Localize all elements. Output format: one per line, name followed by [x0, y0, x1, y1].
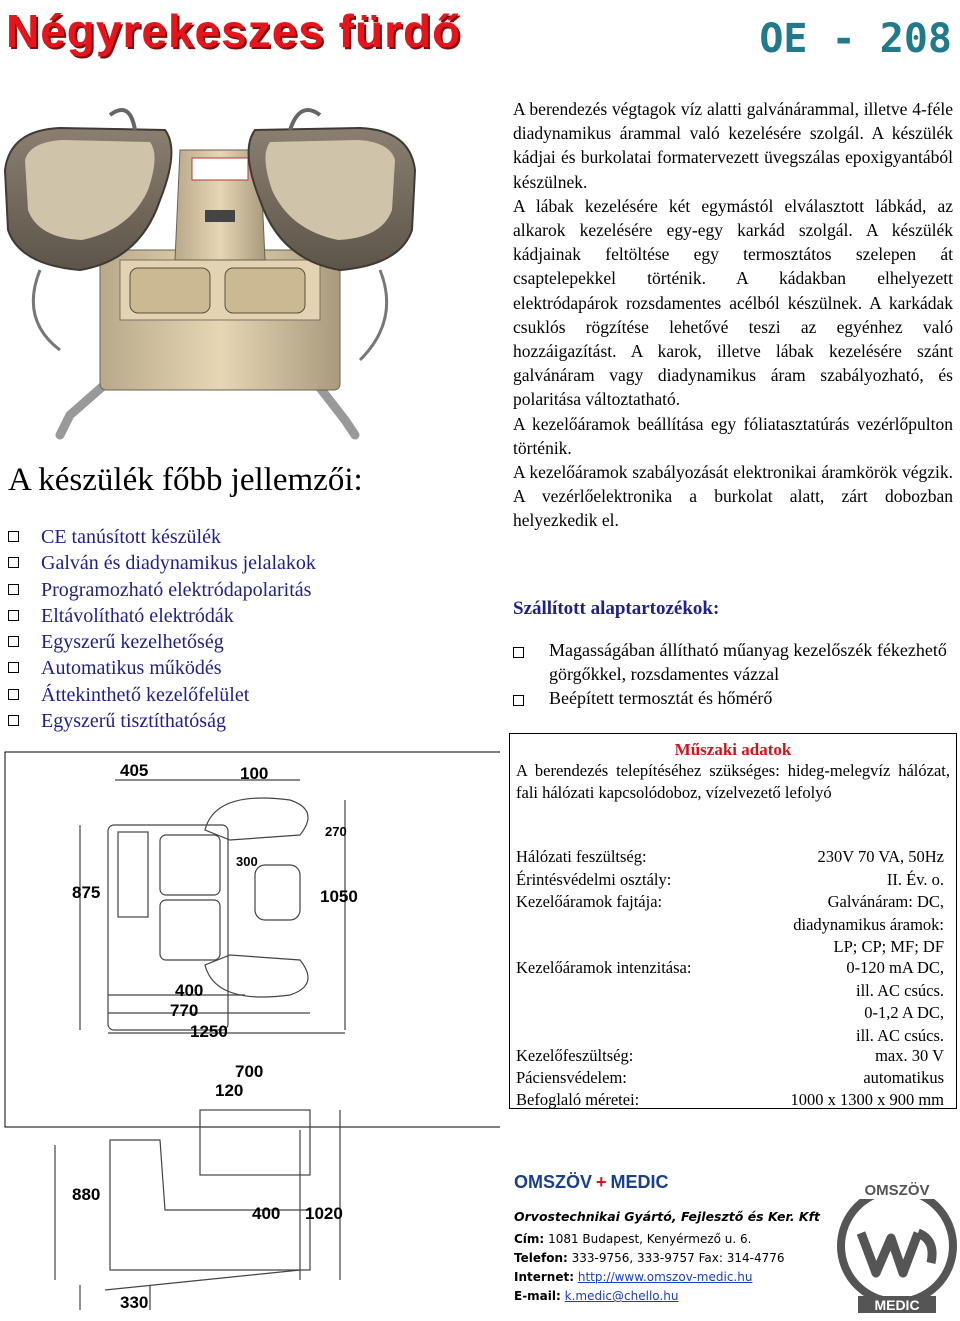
dimension-label: 1050 — [320, 887, 358, 906]
dimension-label: 700 — [235, 1062, 264, 1081]
product-code: OE - 208 — [759, 16, 952, 62]
feature-item: Automatikus működés — [8, 655, 316, 681]
description-paragraph: A kezelőáramok beállítása egy fóliatasztatúrás vezérlőpulton történik. — [513, 413, 953, 458]
checkbox-bullet-icon — [8, 689, 19, 700]
dimension-label: 1250 — [190, 1022, 228, 1041]
dimension-label: 880 — [72, 1185, 101, 1204]
spec-row: Kezelőfeszültség: max. 30 V — [516, 1046, 944, 1065]
website-link[interactable]: http://www.omszov-medic.hu — [577, 1270, 753, 1284]
dimension-label: 400 — [252, 1204, 281, 1223]
dimension-label: 270 — [325, 824, 347, 839]
feature-item: Egyszerű kezelhetőség — [8, 629, 316, 655]
dimension-label: 300 — [236, 854, 258, 869]
accessories-list — [513, 638, 953, 710]
dimension-label: 400 — [175, 981, 204, 1000]
tech-specs-box — [509, 733, 957, 1109]
dimension-label: 405 — [120, 761, 149, 780]
contact-block: Cím: 1081 Budapest, Kenyérmező u. 6. Telefon: 333-9756, 333-9757 Fax: 314-4776 Internet: http://www.omszov-medic.hu E-mail: k.medic@chello.hu — [514, 1232, 785, 1303]
spec-row: Kezelőáramok intenzitása: 0-120 mA DC, ill. AC csúcs. 0-1,2 A DC, ill. AC csúcs. — [516, 958, 944, 1045]
dimension-label: 770 — [170, 1001, 199, 1020]
spec-row: Hálózati feszültség: 230V 70 VA, 50Hz — [516, 847, 944, 866]
dimension-label: 120 — [215, 1081, 244, 1100]
dimension-label: 100 — [240, 764, 269, 783]
spec-row: Kezelőáramok fajtája: Galvánáram: DC, diadynamikus áramok: LP; CP; MF; DF — [516, 892, 944, 956]
tech-title: Műszaki adatok — [674, 740, 792, 759]
dimension-label: 875 — [72, 883, 101, 902]
feature-item: Galván és diadynamikus jelalakok — [8, 550, 316, 576]
dimension-label: 330 — [120, 1293, 149, 1312]
checkbox-bullet-icon — [8, 636, 19, 647]
tech-intro: A berendezés telepítéséhez szükséges: hideg-melegvíz hálózat, fali hálózati kapcsolódoboz, vízelvezető lefolyó — [516, 761, 950, 802]
feature-item: Programozható elektródapolaritás — [8, 577, 316, 603]
feature-item: CE tanúsított készülék — [8, 524, 316, 550]
email-link[interactable]: k.medic@chello.hu — [564, 1289, 679, 1303]
feature-item: Egyszerű tisztíthatóság — [8, 708, 316, 734]
company-logo — [836, 1178, 958, 1313]
company-name: Orvostechnikai Gyártó, Fejlesztő és Ker. Kft — [514, 1209, 821, 1224]
accessory-item: Beépített termosztát és hőmérő — [513, 686, 953, 710]
description-paragraph: A lábak kezelésére két egymástól elválasztott lábkád, az alkarok kezelésére egy-egy karkád szolgál. A készülék kádjainak feltöltése egy termosztátos szelepen át csaptelepekkel történik. A kádakban elhelyezett elektródapárok rozsdamentes acélból készülnek. A karkádak csuklós rögzítése lehetővé teszi az egyénhez való hozzáigazítást. A karok, illetve lábak kezelésére szánt galvánáram vagy diadynamikus áram szabályozható, és polaritása változtatható. — [513, 195, 953, 410]
checkbox-bullet-icon — [513, 695, 524, 706]
description-paragraph: A kezelőáramok szabályozását elektronikai áramkörök végzik. A vezérlőelektronika a burkolat alatt, zárt dobozban helyezkedik el. — [513, 462, 953, 531]
spec-row: Páciensvédelem: automatikus — [516, 1068, 944, 1087]
page-title: Négyrekeszes fürdő — [6, 5, 462, 57]
technical-drawing — [0, 750, 500, 1321]
checkbox-bullet-icon — [8, 531, 19, 542]
checkbox-bullet-icon — [8, 715, 19, 726]
accessories-title: Szállított alaptartozékok: — [513, 598, 720, 619]
checkbox-bullet-icon — [8, 610, 19, 621]
checkbox-bullet-icon — [513, 647, 524, 658]
device-photo — [0, 90, 420, 460]
svg-text:OMSZÖV: OMSZÖV — [864, 1182, 930, 1199]
features-title: A készülék főbb jellemzői: — [8, 462, 363, 498]
feature-item: Eltávolítható elektródák — [8, 603, 316, 629]
spec-row: Befoglaló méretei: 1000 x 1300 x 900 mm — [516, 1090, 944, 1109]
svg-text:MEDIC: MEDIC — [874, 1297, 920, 1313]
checkbox-bullet-icon — [8, 584, 19, 595]
checkbox-bullet-icon — [8, 662, 19, 673]
brand-name: OMSZÖV + MEDIC — [514, 1172, 669, 1192]
features-list — [8, 524, 316, 734]
feature-item: Áttekinthető kezelőfelület — [8, 682, 316, 708]
description-paragraph: A berendezés végtagok víz alatti galvánárammal, illetve 4-féle diadynamikus árammal való kezelésére szolgál. A készülék kádjai és burkolatai formatervezett üvegszálas epoxigyantából készülnek. — [513, 99, 953, 192]
checkbox-bullet-icon — [8, 557, 19, 568]
spec-row: Érintésvédelmi osztály: II. Év. o. — [516, 870, 944, 889]
accessory-item: Magasságában állítható műanyag kezelőszék fékezhető görgőkkel, rozsdamentes vázzal — [513, 638, 953, 686]
dimension-label: 1020 — [305, 1204, 343, 1223]
description — [513, 97, 953, 533]
